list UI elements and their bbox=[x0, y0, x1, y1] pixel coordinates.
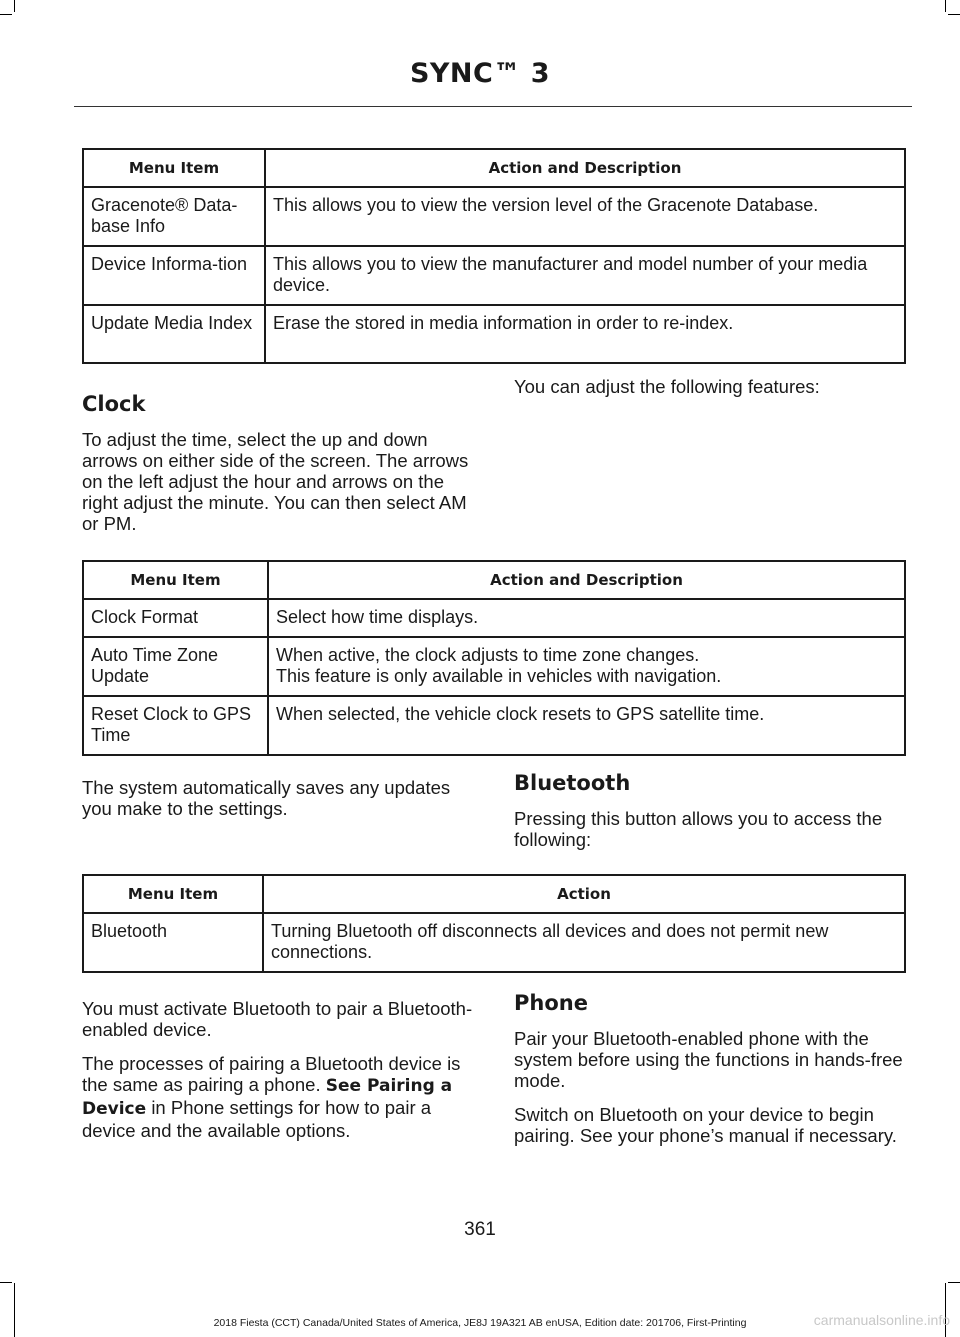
phone-paragraph-2: Switch on Bluetooth on your device to begin pairing. See your phone’s manual if necessary. bbox=[514, 1104, 897, 1146]
crop-mark-bottom-left bbox=[0, 1282, 12, 1283]
column-header: Menu Item bbox=[83, 149, 265, 187]
column-header: Menu Item bbox=[83, 561, 268, 599]
crop-mark-top-right-v bbox=[945, 0, 946, 12]
pairing-text-after: in Phone settings for how to pair a device and the available options. bbox=[82, 1097, 432, 1141]
table-row bbox=[83, 305, 905, 363]
autosave-note bbox=[82, 777, 476, 832]
bluetooth-section bbox=[514, 773, 908, 863]
page-number: 361 bbox=[464, 1219, 496, 1240]
pairing-paragraph-1: You must activate Bluetooth to pair a Bluetooth-enabled device. bbox=[82, 998, 473, 1040]
menu-item-cell: Device Informa-tion bbox=[83, 246, 265, 305]
pairing-device-link[interactable]: See Pairing a Device bbox=[82, 1076, 453, 1119]
table-row bbox=[83, 599, 905, 637]
menu-item-cell: Auto Time Zone Update bbox=[83, 637, 268, 696]
column-header: Menu Item bbox=[83, 875, 263, 913]
description-line: When active, the clock adjusts to time zone changes. bbox=[276, 645, 700, 665]
header-divider bbox=[74, 106, 912, 107]
autosave-text: The system automatically saves any updates you make to the settings. bbox=[82, 777, 451, 819]
page-title: SYNC™ 3 bbox=[409, 58, 551, 89]
description-cell: This allows you to view the manufacturer and model number of your media device. bbox=[265, 246, 905, 305]
edition-footer: 2018 Fiesta (CCT) Canada/United States of America, JE8J 19A321 AB enUSA, Edition date: 201706, First-Printing bbox=[213, 1317, 747, 1329]
clock-heading: Clock bbox=[82, 392, 146, 416]
description-cell: This allows you to view the version level of the Gracenote Database. bbox=[265, 187, 905, 246]
clock-intro-text: You can adjust the following features: bbox=[514, 376, 820, 397]
description-cell bbox=[268, 637, 905, 696]
media-settings-table bbox=[82, 148, 906, 364]
phone-section bbox=[514, 993, 908, 1159]
column-header: Action bbox=[263, 875, 905, 913]
bluetooth-heading: Bluetooth bbox=[514, 771, 631, 795]
menu-item-cell: Bluetooth bbox=[83, 913, 263, 972]
description-cell: Erase the stored in media information in order to re-index. bbox=[265, 305, 905, 363]
bluetooth-body: Pressing this button allows you to access the following: bbox=[514, 808, 883, 850]
crop-mark-top-left bbox=[0, 14, 12, 15]
phone-heading: Phone bbox=[514, 991, 588, 1015]
clock-features-intro bbox=[514, 376, 908, 410]
bluetooth-settings-table bbox=[82, 874, 906, 973]
column-header: Action and Description bbox=[268, 561, 905, 599]
pairing-text-before: The processes of pairing a Bluetooth device is the same as pairing a phone. bbox=[82, 1053, 461, 1095]
table-row bbox=[83, 246, 905, 305]
table-header-row bbox=[83, 561, 905, 599]
column-header: Action and Description bbox=[265, 149, 905, 187]
menu-item-cell: Gracenote® Data-base Info bbox=[83, 187, 265, 246]
menu-item-cell: Reset Clock to GPS Time bbox=[83, 696, 268, 755]
clock-settings-table bbox=[82, 560, 906, 756]
description-cell: When selected, the vehicle clock resets to GPS satellite time. bbox=[268, 696, 905, 755]
description-note: This feature is only available in vehicles with navigation. bbox=[276, 666, 722, 686]
table-row bbox=[83, 913, 905, 972]
pairing-paragraph-2 bbox=[82, 1053, 476, 1141]
table-row bbox=[83, 187, 905, 246]
crop-mark-top-left-v bbox=[14, 0, 15, 12]
description-cell: Turning Bluetooth off disconnects all devices and does not permit new connections. bbox=[263, 913, 905, 972]
crop-mark-top-right bbox=[948, 14, 960, 15]
phone-paragraph-1: Pair your Bluetooth-enabled phone with the system before using the functions in hands-free mode. bbox=[514, 1028, 903, 1091]
table-row bbox=[83, 637, 905, 696]
clock-body: To adjust the time, select the up and down arrows on either side of the screen. The arrows on the left adjust the hour and arrows on the right adjust the minute. You can then select AM or PM. bbox=[82, 429, 469, 534]
pairing-info bbox=[82, 998, 476, 1154]
description-cell: Select how time displays. bbox=[268, 599, 905, 637]
table-header-row bbox=[83, 149, 905, 187]
crop-mark-bottom-right bbox=[948, 1282, 960, 1283]
table-header-row bbox=[83, 875, 905, 913]
menu-item-cell: Clock Format bbox=[83, 599, 268, 637]
clock-section bbox=[82, 394, 476, 547]
menu-item-cell: Update Media Index bbox=[83, 305, 265, 363]
watermark: carmanualsonline.info bbox=[813, 1312, 950, 1328]
table-row bbox=[83, 696, 905, 755]
